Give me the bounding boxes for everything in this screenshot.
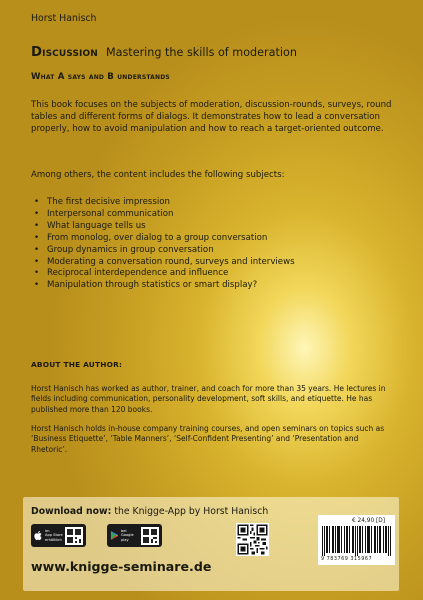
title-main: Discussion xyxy=(31,45,98,60)
list-item: • Manipulation through statistics or smart display? xyxy=(31,280,295,292)
qr-code-icon xyxy=(141,527,159,545)
title-subtitle: Mastering the skills of moderation xyxy=(105,46,297,59)
list-item: • Reciprocal interdependence and influence xyxy=(31,268,295,280)
about-author-paragraph: Horst Hanisch holds in-house company training courses, and open seminars on topics such as ‘Business Etiquette’, ‘Table Manners’, ‘Self-Confident Presenting’ and ‘Presentation and Rhetoric’. xyxy=(31,424,385,454)
download-text: the Knigge-App by Horst Hanisch xyxy=(111,506,269,517)
google-play-badge[interactable] xyxy=(107,524,162,547)
about-author-heading: ABOUT THE AUTHOR: xyxy=(31,360,123,369)
list-item: • From monolog, over dialog to a group conversation xyxy=(31,233,295,245)
list-item: • Interpersonal communication xyxy=(31,209,295,221)
list-item: • The first decisive impression xyxy=(31,197,295,209)
author-name: Horst Hanisch xyxy=(31,13,97,24)
qr-code-icon xyxy=(65,527,83,545)
tagline: What A says and B understands xyxy=(31,72,170,82)
app-store-badge[interactable] xyxy=(31,524,86,547)
list-item: • Moderating a conversation round, surveys and interviews xyxy=(31,257,295,269)
play-icon xyxy=(110,530,119,541)
price-label: € 24,90 [D] xyxy=(352,518,385,524)
barcode-icon xyxy=(321,526,392,556)
isbn-number: 9 783769 315967 xyxy=(321,556,373,562)
apple-icon xyxy=(34,530,43,541)
list-item: • What language tells us xyxy=(31,221,295,233)
subjects-list xyxy=(31,197,295,292)
download-label: Download now: xyxy=(31,506,112,517)
subjects-intro: Among others, the content includes the following subjects: xyxy=(31,170,285,180)
google-play-label: bei Google play xyxy=(121,529,134,542)
download-line xyxy=(31,506,268,517)
book-title xyxy=(31,41,297,60)
about-author-paragraph: Horst Hanisch has worked as author, trainer, and coach for more than 35 years. He lectures in fields including communication, personality development, soft skills, and etiquette. He has published more than 120 books. xyxy=(31,384,386,414)
qr-code-icon[interactable] xyxy=(236,523,269,556)
intro-paragraph: This book focuses on the subjects of moderation, discussion-rounds, surveys, round tables and different forms of dialogs. It demonstrates how to lead a conversation properly, how to avoid manipulation and how to reach a target-oriented outcome. xyxy=(31,100,392,134)
list-item: • Group dynamics in group conversation xyxy=(31,245,295,257)
website-link[interactable]: www.knigge-seminare.de xyxy=(31,559,212,574)
app-store-label: im App Store erhältlich xyxy=(45,529,63,542)
